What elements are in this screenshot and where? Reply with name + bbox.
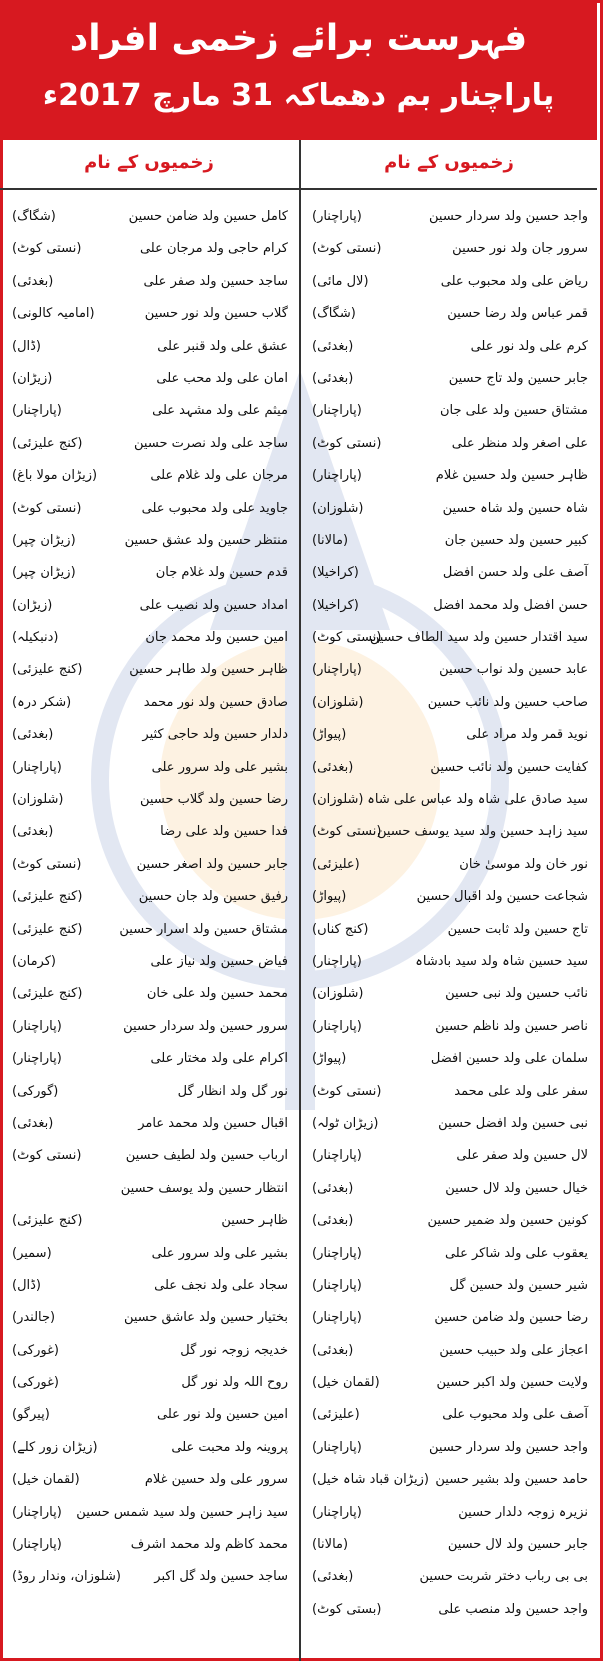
person-name: جابر حسین ولد اصغر حسین bbox=[136, 856, 288, 872]
person-name: بشیر علی ولد سرور علی bbox=[151, 1245, 288, 1261]
list-item bbox=[4, 1339, 294, 1371]
left-column-header: زخمیوں کے نام bbox=[84, 152, 214, 173]
list-item bbox=[4, 820, 294, 852]
person-name: کرام حاجی ولد مرجان علی bbox=[139, 241, 288, 257]
person-location: (بستی کوٹ) bbox=[312, 1601, 382, 1617]
person-name: فدا حسین ولد علی رضا bbox=[160, 824, 288, 840]
list-item bbox=[304, 950, 594, 982]
person-name: ولایت حسین ولد اکبر حسین bbox=[436, 1375, 588, 1391]
list-item bbox=[4, 723, 294, 755]
person-location: (کنج علیزئی) bbox=[12, 921, 83, 937]
list-item bbox=[4, 1144, 294, 1176]
list-item bbox=[304, 788, 594, 820]
person-name: سرور حسین ولد سردار حسین bbox=[123, 1018, 288, 1034]
list-item bbox=[4, 1274, 294, 1306]
person-location: (ڈال) bbox=[12, 1277, 41, 1293]
person-name: جابر حسین ولد تاج حسین bbox=[448, 370, 588, 386]
person-name: عشق علی ولد قنبر علی bbox=[157, 338, 288, 354]
list-item bbox=[4, 1468, 294, 1500]
person-location: (شکر درہ) bbox=[12, 694, 72, 710]
list-item bbox=[304, 1274, 594, 1306]
person-location: (بغدئی) bbox=[312, 759, 354, 775]
list-item bbox=[304, 1209, 594, 1241]
person-location: (شلوزان) bbox=[312, 500, 364, 516]
list-item bbox=[4, 1015, 294, 1047]
list-item bbox=[304, 237, 594, 269]
person-location: (زیڑان قباد شاہ خیل) bbox=[312, 1472, 429, 1488]
person-name: واجد حسین ولد منصب علی bbox=[438, 1601, 588, 1617]
person-name: امین حسین ولد محمد جان bbox=[145, 630, 288, 646]
person-location: (کنج علیزئی) bbox=[12, 986, 83, 1002]
list-item bbox=[4, 302, 294, 334]
person-name: صادق حسین ولد نور محمد bbox=[143, 694, 288, 710]
person-name: سفر علی ولد علی محمد bbox=[454, 1083, 588, 1099]
person-name: آصف علی ولد حسن افضل bbox=[442, 565, 588, 581]
person-name: خیال حسین ولد لال حسین bbox=[445, 1180, 588, 1196]
right-names-list bbox=[304, 205, 594, 1630]
list-item bbox=[304, 270, 594, 302]
person-name: قمر عباس ولد رضا حسین bbox=[447, 306, 588, 322]
person-name: فیاض حسین ولد نیاز علی bbox=[150, 953, 288, 969]
person-name: تاج حسین ولد ثابت حسین bbox=[447, 921, 588, 937]
person-location: (پاراچنار) bbox=[12, 403, 62, 419]
person-location: (کنج علیزئی) bbox=[12, 889, 83, 905]
person-name: امان علی ولد محب علی bbox=[156, 370, 288, 386]
person-location: (زیڑان چپر) bbox=[12, 532, 76, 548]
person-name: گلاب حسین ولد نور حسین bbox=[144, 306, 288, 322]
person-location: (بغدئی) bbox=[312, 1180, 354, 1196]
list-item bbox=[304, 367, 594, 399]
list-item bbox=[304, 1112, 594, 1144]
person-location: (پیرگو) bbox=[12, 1407, 50, 1423]
person-name: کفایت حسین ولد نائب حسین bbox=[430, 759, 588, 775]
list-item bbox=[4, 237, 294, 269]
person-name: ظاہر حسین bbox=[221, 1213, 288, 1229]
list-item bbox=[4, 950, 294, 982]
person-location: (پاراچنار) bbox=[312, 662, 362, 678]
person-location: (شلوزان) bbox=[312, 792, 364, 808]
list-item bbox=[4, 367, 294, 399]
person-location: (پاراچنار) bbox=[312, 1504, 362, 1520]
list-item bbox=[304, 1598, 594, 1630]
list-item bbox=[4, 432, 294, 464]
list-item bbox=[4, 464, 294, 496]
person-name: آصف علی ولد محبوب علی bbox=[442, 1407, 588, 1423]
person-name: مشتاق حسین ولد اسرار حسین bbox=[119, 921, 288, 937]
list-item bbox=[4, 529, 294, 561]
person-name: نزیرہ زوجہ دلدار حسین bbox=[458, 1504, 588, 1520]
person-location: (پاراچنار) bbox=[12, 1537, 62, 1553]
person-location: (پاراچنار) bbox=[12, 1051, 62, 1067]
person-name: نوید قمر ولد مراد علی bbox=[466, 727, 588, 743]
person-location: (شلوزان) bbox=[312, 986, 364, 1002]
person-name: شجاعت حسین ولد اقبال حسین bbox=[416, 889, 588, 905]
person-name: نور خان ولد موسیٰ خان bbox=[459, 856, 588, 872]
list-item bbox=[304, 1565, 594, 1597]
person-location: (غورکی) bbox=[12, 1375, 59, 1391]
list-item bbox=[4, 1533, 294, 1565]
list-item bbox=[4, 1436, 294, 1468]
person-name: جاوید علی ولد محبوب علی bbox=[141, 500, 288, 516]
list-item bbox=[304, 561, 594, 593]
person-location: (ڈال) bbox=[12, 338, 41, 354]
person-name: منتظر حسین ولد عشق حسین bbox=[124, 532, 288, 548]
person-name: واجد حسین ولد سردار حسین bbox=[429, 1439, 588, 1455]
list-item bbox=[304, 1339, 594, 1371]
page-subtitle: پاراچنار بم دھماکہ 31 مارچ 2017ء bbox=[42, 78, 555, 113]
list-item bbox=[304, 1015, 594, 1047]
list-item bbox=[4, 205, 294, 237]
list-item bbox=[304, 302, 594, 334]
person-location: (پاراچنار) bbox=[12, 1018, 62, 1034]
person-name: دلدار حسین ولد حاجی کثیر bbox=[142, 727, 288, 743]
list-item bbox=[304, 464, 594, 496]
person-location: (پاراچنار) bbox=[312, 1277, 362, 1293]
list-item bbox=[4, 1565, 294, 1597]
list-item bbox=[304, 1468, 594, 1500]
person-location: (نستی کوٹ) bbox=[12, 500, 82, 516]
person-location: (مالانا) bbox=[312, 532, 349, 548]
person-name: جابر حسین ولد لال حسین bbox=[447, 1537, 588, 1553]
column-divider bbox=[299, 140, 301, 1661]
person-location: (زیڑان) bbox=[12, 597, 53, 613]
person-name: سید زاہر حسین ولد سید شمس حسین bbox=[76, 1504, 288, 1520]
list-item bbox=[4, 788, 294, 820]
list-item bbox=[4, 658, 294, 690]
person-name: ظاہر حسین ولد حسین غلام bbox=[435, 468, 588, 484]
person-location: (کنج علیزئی) bbox=[12, 1213, 83, 1229]
person-location: (پیواڑ) bbox=[312, 889, 347, 905]
list-item bbox=[304, 1080, 594, 1112]
list-item bbox=[304, 820, 594, 852]
list-item bbox=[304, 982, 594, 1014]
header-banner bbox=[0, 0, 597, 140]
list-item bbox=[304, 1047, 594, 1079]
person-location: (زیڑان چپر) bbox=[12, 565, 76, 581]
person-name: محمد حسین ولد علی خان bbox=[146, 986, 288, 1002]
list-item bbox=[4, 335, 294, 367]
person-location: (پاراچنار) bbox=[312, 1148, 362, 1164]
list-item bbox=[304, 918, 594, 950]
person-location: (بغدئی) bbox=[12, 273, 54, 289]
person-name: ظاہر حسین ولد طاہر حسین bbox=[129, 662, 288, 678]
person-location: (کراخیلا) bbox=[312, 565, 359, 581]
person-location: (پاراچنار) bbox=[312, 1245, 362, 1261]
person-location: (نستی کوٹ) bbox=[312, 630, 382, 646]
person-name: بختیار حسین ولد عاشق حسین bbox=[123, 1310, 288, 1326]
person-name: میثم علی ولد مشہد علی bbox=[152, 403, 288, 419]
person-location: (پاراچنار) bbox=[312, 403, 362, 419]
person-location: (پاراچنار) bbox=[12, 759, 62, 775]
person-location: (لال مائی) bbox=[312, 273, 369, 289]
list-item bbox=[304, 691, 594, 723]
person-location: (نستی کوٹ) bbox=[12, 856, 82, 872]
list-item bbox=[4, 1403, 294, 1435]
person-name: سید زاہد حسین ولد سید یوسف حسین bbox=[376, 824, 588, 840]
person-name: انتظار حسین ولد یوسف حسین bbox=[120, 1180, 288, 1196]
page-title: فہرست برائے زخمی افراد bbox=[69, 18, 528, 59]
person-location: (پاراچنار) bbox=[12, 1504, 62, 1520]
person-location: (شگاگ) bbox=[312, 306, 356, 322]
person-name: نبی حسین ولد افضل حسین bbox=[438, 1115, 588, 1131]
person-location: (نستی کوٹ) bbox=[312, 435, 382, 451]
person-name: واجد حسین ولد سردار حسین bbox=[429, 209, 588, 224]
list-item bbox=[4, 270, 294, 302]
list-item bbox=[304, 1501, 594, 1533]
list-item bbox=[304, 626, 594, 658]
person-location: (زیڑان زور کلے) bbox=[12, 1439, 98, 1455]
list-item bbox=[4, 691, 294, 723]
list-item bbox=[4, 853, 294, 885]
person-name: کونین حسین ولد ضمیر حسین bbox=[427, 1213, 588, 1229]
list-item bbox=[4, 1242, 294, 1274]
person-location: (بغدئی) bbox=[12, 727, 54, 743]
list-item bbox=[4, 399, 294, 431]
person-name: رفیق حسین ولد جان حسین bbox=[138, 889, 288, 905]
person-location: (پیواڑ) bbox=[312, 1051, 347, 1067]
list-item bbox=[304, 853, 594, 885]
list-item bbox=[4, 626, 294, 658]
list-item bbox=[304, 885, 594, 917]
person-location: (زیڑان مولا باغ) bbox=[12, 468, 98, 484]
list-item bbox=[304, 1306, 594, 1338]
list-item bbox=[4, 756, 294, 788]
person-name: ناصر حسین ولد ناظم حسین bbox=[435, 1018, 588, 1034]
person-name: ساجد حسین ولد گل اکبر bbox=[154, 1569, 288, 1585]
list-item bbox=[304, 756, 594, 788]
person-name: سید صادق علی شاہ ولد عباس علی شاہ bbox=[367, 792, 588, 808]
person-location: (سمیر) bbox=[12, 1245, 52, 1261]
person-name: اقبال حسین ولد محمد عامر bbox=[138, 1115, 288, 1131]
person-name: شیر حسین ولد حسین گل bbox=[449, 1277, 588, 1293]
list-item bbox=[4, 885, 294, 917]
list-item bbox=[304, 723, 594, 755]
person-location: (جالندر) bbox=[12, 1310, 56, 1326]
person-location: (نستی کوٹ) bbox=[312, 241, 382, 257]
person-location: (بغدئی) bbox=[12, 824, 54, 840]
list-item bbox=[4, 1112, 294, 1144]
person-location: (کنج کناں) bbox=[312, 921, 369, 937]
person-name: اعجاز علی ولد حبیب حسین bbox=[439, 1342, 588, 1358]
person-name: سجاد علی ولد نجف علی bbox=[154, 1277, 288, 1293]
person-name: رضا حسین ولد ضامن حسین bbox=[434, 1310, 588, 1326]
list-item bbox=[4, 561, 294, 593]
person-name: سلمان علی ولد حسین افضل bbox=[430, 1051, 588, 1067]
person-location: (پاراچنار) bbox=[312, 1310, 362, 1326]
list-item bbox=[304, 335, 594, 367]
person-location: (مالانا) bbox=[312, 1537, 349, 1553]
person-location: (پاراچنار) bbox=[312, 209, 362, 224]
person-name: سید اقتدار حسین ولد سید الطاف حسین bbox=[369, 630, 588, 646]
list-item bbox=[4, 918, 294, 950]
person-location: (شلوزان، وندار روڈ) bbox=[12, 1569, 121, 1585]
person-name: سرور جان ولد نور حسین bbox=[452, 241, 588, 257]
person-name: صاحب حسین ولد نائب حسین bbox=[427, 694, 588, 710]
list-item bbox=[304, 594, 594, 626]
person-location: (پیواڑ) bbox=[312, 727, 347, 743]
person-location: (کنج علیزئی) bbox=[12, 435, 83, 451]
person-name: کبیر حسین ولد حسین جان bbox=[444, 532, 588, 548]
person-name: لال حسین ولد صفر علی bbox=[456, 1148, 588, 1164]
person-location: (نستی کوٹ) bbox=[312, 1083, 382, 1099]
person-location: (شلوزان) bbox=[12, 792, 64, 808]
person-location: (زیڑان ٹولہ) bbox=[312, 1115, 379, 1131]
person-name: علی اصغر ولد منظر علی bbox=[451, 435, 588, 451]
person-location: (علیزئی) bbox=[312, 1407, 360, 1423]
person-name: بشیر علی ولد سرور علی bbox=[151, 759, 288, 775]
list-item bbox=[4, 982, 294, 1014]
person-name: ساجد علی ولد نصرت حسین bbox=[134, 435, 288, 451]
person-location: (علیزئی) bbox=[312, 856, 360, 872]
list-item bbox=[304, 497, 594, 529]
list-item bbox=[4, 1306, 294, 1338]
person-name: ساجد حسین ولد صفر علی bbox=[143, 273, 288, 289]
list-item bbox=[4, 1371, 294, 1403]
person-name: کامل حسین ولد ضامن حسین bbox=[128, 209, 288, 224]
person-name: حسن افضل ولد محمد افضل bbox=[433, 597, 588, 613]
person-location: (نستی کوٹ) bbox=[12, 241, 82, 257]
list-item bbox=[304, 432, 594, 464]
list-item bbox=[4, 1080, 294, 1112]
person-name: نائب حسین ولد نبی حسین bbox=[445, 986, 588, 1002]
person-name: حامد حسین ولد بشیر حسین bbox=[435, 1472, 588, 1488]
list-item bbox=[304, 529, 594, 561]
person-name: امین حسین ولد نور علی bbox=[157, 1407, 288, 1423]
person-location: (بغدئی) bbox=[312, 370, 354, 386]
person-location: (غورکی) bbox=[12, 1342, 59, 1358]
list-item bbox=[4, 1047, 294, 1079]
person-name: ریاض علی ولد محبوب علی bbox=[440, 273, 588, 289]
person-location: (بغدئی) bbox=[312, 338, 354, 354]
list-item bbox=[4, 594, 294, 626]
person-name: پروینہ ولد محبت علی bbox=[171, 1439, 288, 1455]
person-name: رضا حسین ولد گلاب حسین bbox=[140, 792, 288, 808]
right-column-header: زخمیوں کے نام bbox=[384, 152, 514, 173]
person-location: (پاراچنار) bbox=[312, 468, 362, 484]
person-location: (کراخیلا) bbox=[312, 597, 359, 613]
person-location: (لقمان خیل) bbox=[12, 1472, 80, 1488]
person-location: (شلوزان) bbox=[312, 694, 364, 710]
list-item bbox=[304, 399, 594, 431]
person-location: (پاراچنار) bbox=[312, 953, 362, 969]
person-name: بی بی رباب دختر شربت حسین bbox=[419, 1569, 588, 1585]
list-item bbox=[4, 1209, 294, 1241]
person-name: مشتاق حسین ولد علی جان bbox=[439, 403, 588, 419]
person-location: (بغدئی) bbox=[312, 1213, 354, 1229]
person-name: روح اللہ ولد نور گل bbox=[181, 1375, 288, 1391]
person-location: (نستی کوٹ) bbox=[12, 1148, 82, 1164]
person-name: خدیجہ زوجہ نور گل bbox=[180, 1342, 288, 1358]
list-item bbox=[304, 1403, 594, 1435]
person-location: (بغدئی) bbox=[12, 1115, 54, 1131]
person-name: مرجان علی ولد غلام علی bbox=[150, 468, 288, 484]
person-name: امداد حسین ولد نصیب علی bbox=[139, 597, 288, 613]
person-location: (امامیہ کالونی) bbox=[12, 306, 95, 322]
person-location: (کرمان) bbox=[12, 953, 56, 969]
person-location: (بغدئی) bbox=[312, 1569, 354, 1585]
list-item bbox=[304, 1242, 594, 1274]
person-name: شاہ حسین ولد شاہ حسین bbox=[442, 500, 588, 516]
person-location: (نستی کوٹ) bbox=[312, 824, 382, 840]
list-item bbox=[304, 1436, 594, 1468]
person-location: (پاراچنار) bbox=[312, 1018, 362, 1034]
list-item bbox=[304, 1177, 594, 1209]
person-location: (کنج علیزئی) bbox=[12, 662, 83, 678]
left-names-list bbox=[4, 205, 294, 1598]
person-name: نور گل ولد انظار گل bbox=[177, 1083, 288, 1099]
person-location: (لقمان خیل) bbox=[312, 1375, 380, 1391]
person-location: (دنبکیلہ) bbox=[12, 630, 59, 646]
person-location: (پاراچنار) bbox=[312, 1439, 362, 1455]
person-name: عابد حسین ولد نواب حسین bbox=[439, 662, 588, 678]
person-name: سرور علی ولد حسین غلام bbox=[144, 1472, 288, 1488]
person-name: سید حسین شاہ ولد سید بادشاہ bbox=[415, 953, 588, 969]
person-name: قدم حسین ولد غلام جان bbox=[155, 565, 288, 581]
person-name: یعقوب علی ولد شاکر علی bbox=[444, 1245, 588, 1261]
person-name: محمد کاظم ولد محمد اشرف bbox=[130, 1537, 288, 1553]
list-item bbox=[4, 1177, 294, 1209]
person-name: اکرام علی ولد مختار علی bbox=[150, 1051, 288, 1067]
list-item bbox=[304, 658, 594, 690]
list-item bbox=[304, 1533, 594, 1565]
person-name: ارباب حسین ولد لطیف حسین bbox=[125, 1148, 288, 1164]
list-item bbox=[304, 1144, 594, 1176]
person-name: کرم علی ولد نور علی bbox=[470, 338, 588, 354]
list-item bbox=[304, 1371, 594, 1403]
list-item bbox=[4, 497, 294, 529]
list-item bbox=[4, 1501, 294, 1533]
list-item bbox=[304, 205, 594, 237]
person-location: (شگاگ) bbox=[12, 209, 56, 224]
person-location: (گورکی) bbox=[12, 1083, 59, 1099]
person-location: (بغدئی) bbox=[312, 1342, 354, 1358]
person-location: (زیڑان) bbox=[12, 370, 53, 386]
